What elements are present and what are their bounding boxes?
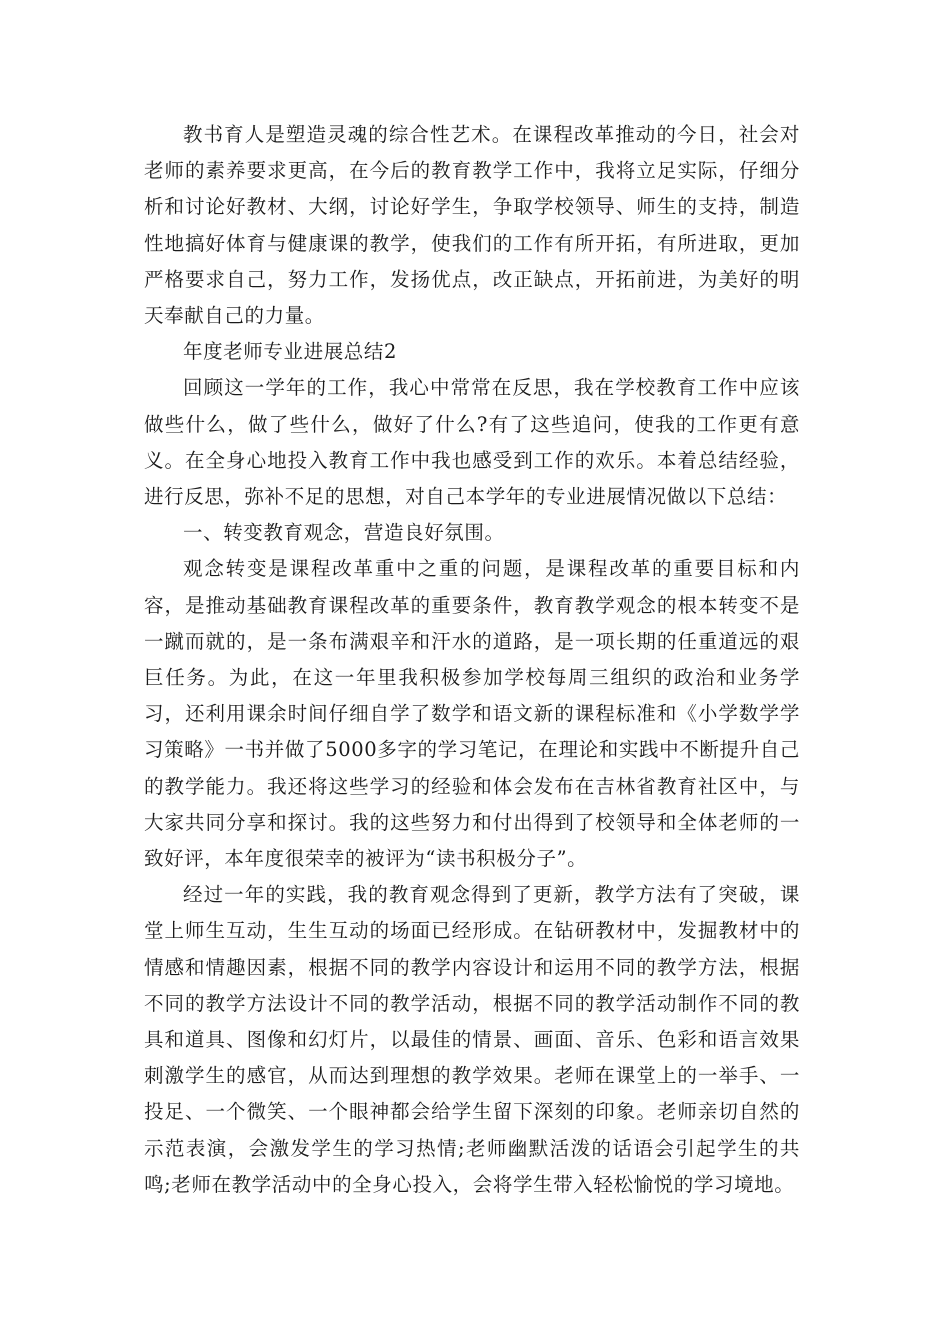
section-title: 年度老师专业进展总结2 (183, 340, 398, 364)
paragraph-practice: 经过一年的实践，我的教育观念得到了更新，教学方法有了突破，课堂上师生互动，生生互动的场面已经形成。在钻研教材中，发掘教材中的情感和情趣因素，根据不同的教学内容设计和运用不同的教学方法，根据不同的教学方法设计不同的教学活动，根据不同的教学活动制作不同的教具和道具、图像和幻灯片，以最佳的情景、画面、音乐、色彩和语言效果刺激学生的感官，从而达到理想的教学效果。老师在课堂上的一举手、一投足、一个微笑、一个眼神都会给学生留下深刻的印象。老师亲切自然的示范表演，会激发学生的学习热情;老师幽默活泼的话语会引起学生的共鸣;老师在教学活动中的全身心投入，会将学生带入轻松愉悦的学习境地。 (144, 883, 800, 1196)
paragraph-concept-change: 观念转变是课程改革重中之重的问题，是课程改革的重要目标和内容，是推动基础教育课程改革的重要条件，教育教学观念的根本转变不是一蹴而就的，是一条布满艰辛和汗水的道路，是一项长期的任重道远的艰巨任务。为此，在这一年里我积极参加学校每周三组织的政治和业务学习，还利用课余时间仔细自学了数学和语文新的课程标准和《小学数学学习策略》一书并做了5000多字的学习笔记，在理论和实践中不断提升自己的教学能力。我还将这些学习的经验和体会发布在吉林省教育社区中，与大家共同分享和探讨。我的这些努力和付出得到了校领导和全体老师的一致好评，本年度很荣幸的被评为“读书积极分子”。 (144, 557, 800, 871)
paragraph-closing: 教书育人是塑造灵魂的综合性艺术。在课程改革推动的今日，社会对老师的素养要求更高，在今后的教育教学工作中，我将立足实际，仔细分析和讨论好教材、大纲，讨论好学生，争取学校领导、师生的支持，制造性地搞好体育与健康课的教学，使我们的工作有所开拓，有所进取，更加严格要求自己，努力工作，发扬优点，改正缺点，开拓前进，为美好的明天奉献自己的力量。 (144, 123, 800, 328)
paragraph-review: 回顾这一学年的工作，我心中常常在反思，我在学校教育工作中应该做些什么，做了些什么，做好了什么?有了这些追问，使我的工作更有意义。在全身心地投入教育工作中我也感受到工作的欢乐。本着总结经验，进行反思，弥补不足的思想，对自己本学年的专业进展情况做以下总结： (144, 376, 800, 509)
section-heading-1: 一、转变教育观念，营造良好氛围。 (183, 521, 505, 545)
